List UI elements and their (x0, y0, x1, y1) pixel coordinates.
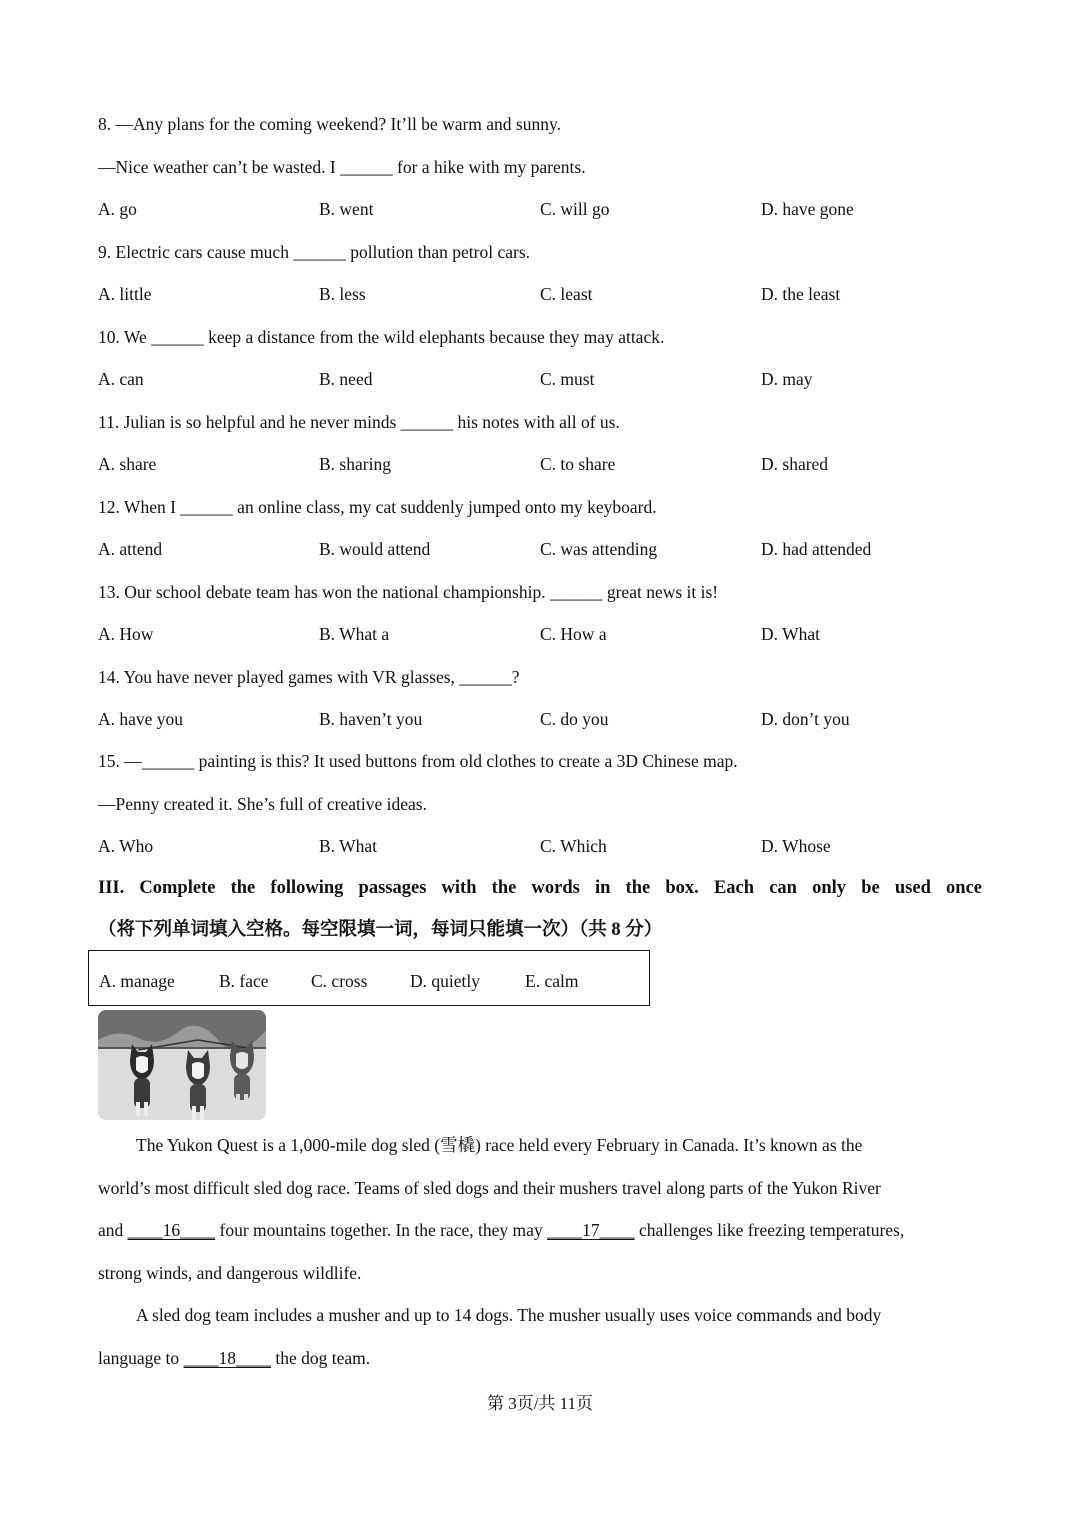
passage-text: four mountains together. In the race, they may (215, 1220, 548, 1240)
q9-option-c[interactable]: C. least (540, 284, 593, 304)
word-box-item-c: C. cross (311, 971, 368, 991)
q11-option-b[interactable]: B. sharing (319, 454, 391, 474)
q12-option-c[interactable]: C. was attending (540, 539, 658, 559)
q8-option-a[interactable]: A. go (98, 199, 137, 219)
passage-text: the dog team. (271, 1348, 371, 1368)
q12-stem: 12. When I ______ an online class, my cat suddenly jumped onto my keyboard. (98, 497, 657, 517)
passage-text: language to (98, 1348, 184, 1368)
q15-stem: 15. —______ painting is this? It used buttons from old clothes to create a 3D Chinese map. (98, 751, 738, 771)
passage-p2-line1: A sled dog team includes a musher and up to 14 dogs. The musher usually uses voice commands and body (136, 1305, 882, 1325)
word-box (88, 950, 650, 1006)
blank-18[interactable]: ____18____ (183, 1348, 272, 1368)
q15-option-d[interactable]: D. Whose (761, 836, 831, 856)
q11-stem: 11. Julian is so helpful and he never minds ______ his notes with all of us. (98, 412, 620, 432)
word-box-item-e: E. calm (525, 971, 579, 991)
word-box-item-a: A. manage (99, 971, 175, 991)
q9-option-d[interactable]: D. the least (761, 284, 841, 304)
blank-17[interactable]: ____17____ (547, 1220, 635, 1240)
q12-option-a[interactable]: A. attend (98, 539, 163, 559)
word-box-item-b: B. face (219, 971, 269, 991)
q15-stem2: —Penny created it. She’s full of creative ideas. (98, 794, 427, 814)
sled-dogs-photo (98, 1010, 266, 1120)
q9-option-b[interactable]: B. less (319, 284, 366, 304)
q9-stem: 9. Electric cars cause much ______ pollution than petrol cars. (98, 242, 531, 262)
q10-option-a[interactable]: A. can (98, 369, 144, 389)
q8-option-c[interactable]: C. will go (540, 199, 610, 219)
q11-option-c[interactable]: C. to share (540, 454, 616, 474)
word-box-item-d: D. quietly (410, 971, 480, 991)
q14-option-a[interactable]: A. have you (98, 709, 184, 729)
q13-stem: 13. Our school debate team has won the national championship. ______ great news it is! (98, 582, 719, 602)
q8-option-b[interactable]: B. went (319, 199, 374, 219)
q14-stem: 14. You have never played games with VR glasses, ______? (98, 667, 520, 687)
passage-p1-line3 (98, 1218, 982, 1242)
q13-option-a[interactable]: A. How (98, 624, 154, 644)
passage-p1-line4: strong winds, and dangerous wildlife. (98, 1263, 362, 1283)
q15-option-b[interactable]: B. What (319, 836, 378, 856)
q10-option-c[interactable]: C. must (540, 369, 595, 389)
q15-option-a[interactable]: A. Who (98, 836, 154, 856)
q8-stem: 8. —Any plans for the coming weekend? It’ll be warm and sunny. (98, 114, 561, 134)
section-heading-cn: （将下列单词填入空格。每空限填一词，每词只能填一次）（共 8 分） (98, 920, 663, 940)
q14-option-d[interactable]: D. don’t you (761, 709, 850, 729)
q12-option-d[interactable]: D. had attended (761, 539, 872, 559)
q13-option-b[interactable]: B. What a (319, 624, 390, 644)
q8-stem2: —Nice weather can’t be wasted. I ______ for a hike with my parents. (98, 157, 586, 177)
q14-option-c[interactable]: C. do you (540, 709, 609, 729)
section-heading: III. Complete the following passages with the words in the box. Each can only be used once (98, 878, 982, 898)
q10-option-d[interactable]: D. may (761, 369, 813, 389)
q15-option-c[interactable]: C. Which (540, 836, 607, 856)
passage-p1-line2: world’s most difficult sled dog race. Teams of sled dogs and their mushers travel along parts of the Yukon River (98, 1178, 881, 1198)
q9-option-a[interactable]: A. little (98, 284, 152, 304)
q8-option-d[interactable]: D. have gone (761, 199, 854, 219)
q13-option-d[interactable]: D. What (761, 624, 820, 644)
blank-16[interactable]: ____16____ (127, 1220, 216, 1240)
q13-option-c[interactable]: C. How a (540, 624, 607, 644)
q14-option-b[interactable]: B. haven’t you (319, 709, 423, 729)
q10-stem: 10. We ______ keep a distance from the wild elephants because they may attack. (98, 327, 665, 347)
passage-p1-line1: The Yukon Quest is a 1,000-mile dog sled (雪橇) race held every February in Canada. It’s known as the (136, 1135, 863, 1155)
passage-p2-line2 (98, 1346, 982, 1370)
page-number: 第 3页/共 11页 (486, 1394, 594, 1413)
passage-text: challenges like freezing temperatures, (634, 1220, 905, 1240)
q11-option-d[interactable]: D. shared (761, 454, 829, 474)
q11-option-a[interactable]: A. share (98, 454, 157, 474)
q12-option-b[interactable]: B. would attend (319, 539, 431, 559)
q10-option-b[interactable]: B. need (319, 369, 373, 389)
passage-text: and (98, 1220, 128, 1240)
